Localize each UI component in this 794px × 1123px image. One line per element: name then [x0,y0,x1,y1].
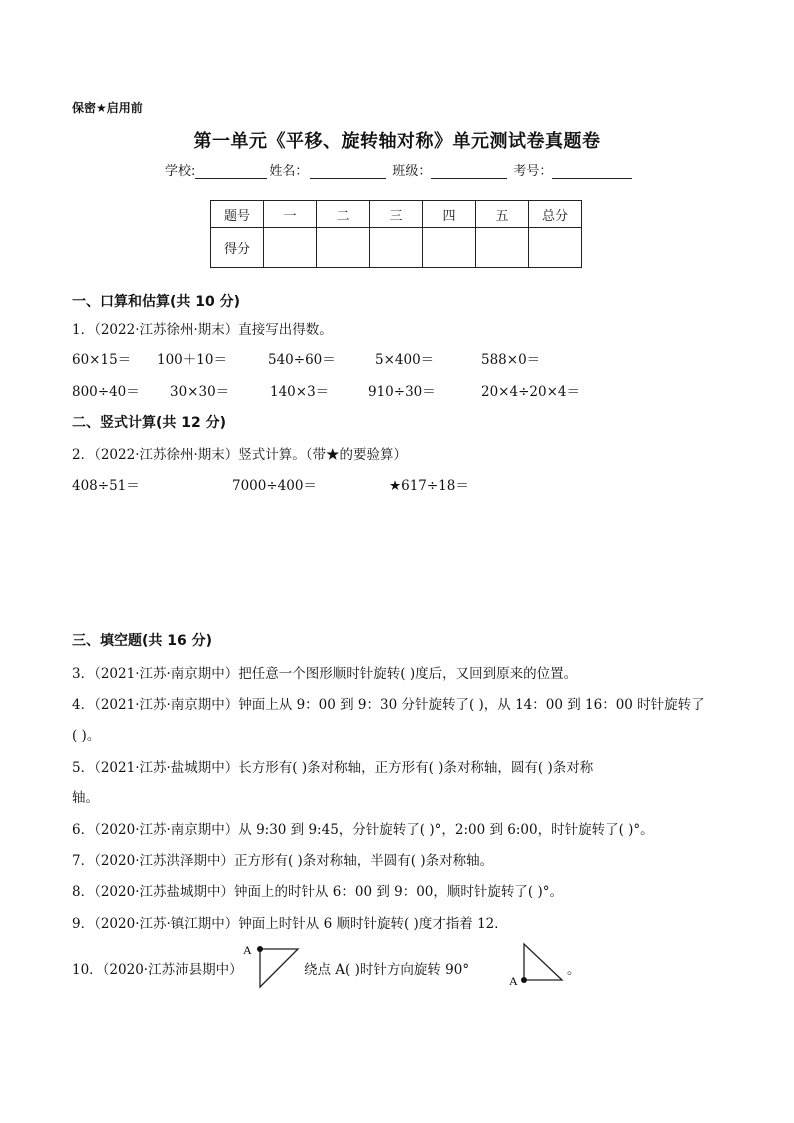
triangle-reference [508,940,568,990]
exam-number-field[interactable] [552,163,632,179]
vertical-calc-item: 7000÷400＝ [232,478,317,494]
question-6: 6．（2020·江苏·南京期中）从 9:30 到 9:45，分针旋转了( )°，2:00 到 6:00，时针旋转了( )°。 [72,822,654,838]
score-table-header-row [211,201,582,228]
score-table-column: 四 [423,201,476,228]
score-cell[interactable] [370,228,423,268]
question-5-line-2: 轴。 [72,790,99,806]
section-2-heading: 二、竖式计算(共 12 分) [72,415,227,431]
question-4-line-2: ( )。 [72,728,101,744]
score-table-column: 二 [317,201,370,228]
name-label: 姓名： [269,164,309,179]
point-a-dot [257,946,263,952]
triangle-shape [260,949,298,987]
confidential-label: 保密★启用前 [72,101,143,115]
question-7: 7．（2020·江苏洪泽期中）正方形有( )条对称轴，半圆有( )条对称轴。 [72,853,494,869]
vertical-calc-item: 408÷51＝ [72,478,140,494]
score-cell[interactable] [423,228,476,268]
section-1-heading: 一、口算和估算(共 10 分) [72,294,241,310]
oral-calc-item: 100＋10＝ [157,352,227,368]
name-field[interactable] [310,163,386,179]
exam-number-label: 考号： [513,164,553,179]
question-2: 2．（2022·江苏徐州·期末）竖式计算。（带★的要验算） [72,447,408,463]
score-cell[interactable] [476,228,529,268]
score-table-column: 三 [370,201,423,228]
question-5-line-1: 5．（2021·江苏·盐城期中）长方形有( )条对称轴，正方形有( )条对称轴，圆有( )条对称 [72,760,594,776]
question-10-prefix: 10．（2020·江苏沛县期中） [72,962,243,978]
score-table-column: 五 [476,201,529,228]
class-label: 班级： [392,164,432,179]
oral-calc-item: 540÷60＝ [268,352,336,368]
question-8: 8．（2020·江苏盐城期中）钟面上的时针从 6：00 到 9：00，顺时针旋转了( )°。 [72,884,563,900]
score-table [210,200,582,268]
oral-calc-item: 140×3＝ [270,384,330,400]
point-a-label: A [509,974,518,988]
score-table-row-header: 得分 [211,228,264,268]
oral-calc-item: 910÷30＝ [368,384,436,400]
triangle-before-rotation [240,940,304,992]
question-1: 1．（2022·江苏徐州·期末）直接写出得数。 [72,322,333,338]
score-table-column: 总分 [529,201,582,228]
vertical-calc-item: ★617÷18＝ [389,478,469,494]
oral-calc-item: 20×4÷20×4＝ [481,384,580,400]
score-table-row-header: 题号 [211,201,264,228]
triangle-shape [524,944,562,980]
question-3: 3．（2021·江苏·南京期中）把任意一个图形顺时针旋转( )度后，又回到原来的位置。 [72,666,578,682]
oral-calc-item: 800÷40＝ [72,384,140,400]
point-a-dot [521,977,527,983]
question-9: 9．（2020·江苏·镇江期中）钟面上时针从 6 顺时针旋转( )度才指着 12． [72,916,508,932]
school-label: 学校: [165,164,196,179]
oral-calc-item: 5×400＝ [375,352,435,368]
question-10-end: 。 [567,962,581,978]
oral-calc-item: 588×0＝ [481,352,541,368]
oral-calc-item: 60×15＝ [72,352,132,368]
score-table-column: 一 [264,201,317,228]
score-cell[interactable] [317,228,370,268]
score-table-score-row [211,228,582,268]
score-cell[interactable] [264,228,317,268]
question-4-line-1: 4．（2021·江苏·南京期中）钟面上从 9：00 到 9：30 分针旋转了( )，从 14：00 到 16：00 时针旋转了 [72,697,705,713]
point-a-label: A [243,943,252,957]
school-field[interactable] [195,163,267,179]
question-10-text: 绕点 A( )时针方向旋转 90° [304,962,470,978]
page-title: 第一单元《平移、旋转轴对称》单元测试卷真题卷 [193,131,601,152]
score-cell[interactable] [529,228,582,268]
section-3-heading: 三、填空题(共 16 分) [72,633,213,649]
class-field[interactable] [431,163,507,179]
oral-calc-item: 30×30＝ [170,384,230,400]
student-info-row [165,160,634,179]
